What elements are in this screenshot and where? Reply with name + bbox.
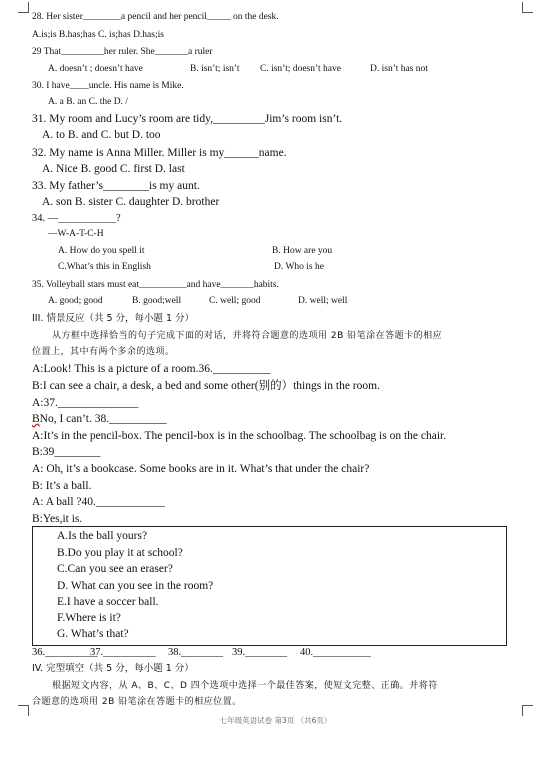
section-4-title: IV. 完型填空（共 5 分，每小题 1 分） (32, 663, 194, 674)
q34-option-c: C.What’s this in English (58, 262, 151, 272)
dialogue-line-6: B:39________ (32, 446, 101, 458)
q29-option-d: D. isn’t has not (370, 64, 428, 74)
q34-reply: —W-A-T-C-H (48, 229, 104, 239)
q34-stem: 34. —___________? (32, 213, 121, 224)
answer-blank-38: 38.________ (168, 647, 224, 658)
q34-option-d: D. Who is he (274, 262, 324, 272)
answer-blank-37: 37.__________ (90, 647, 156, 658)
q34-option-b: B. How are you (272, 246, 333, 256)
q29-option-b: B. isn’t; isn’t (190, 64, 240, 74)
q29-option-c: C. isn’t; doesn’t have (260, 64, 341, 74)
box-option-e: E.I have a soccer ball. (57, 596, 159, 608)
q33-stem: 33. My father’s________is my aunt. (32, 180, 200, 192)
q30-stem: 30. I have____uncle. His name is Mike. (32, 81, 184, 91)
q32-stem: 32. My name is Anna Miller. Miller is my______name. (32, 147, 287, 159)
q35-option-b: B. good;well (132, 296, 182, 306)
crop-mark-top-right (522, 2, 533, 13)
answer-blank-36: 36.__________ (32, 647, 98, 658)
dialogue-line-2: B:I can see a chair, a desk, a bed and some other(别的）things in the room. (32, 380, 380, 392)
section-4-instruction-line-1: 根据短文内容，从 A、B、C、D 四个选项中选择一个最佳答案，使短文完整、正确。并将符 (52, 681, 438, 691)
crop-mark-top-left (18, 2, 29, 13)
box-option-g: G. What’s that? (57, 628, 129, 640)
q31-options: A. to B. and C. but D. too (42, 129, 161, 141)
box-option-d: D. What can you see in the room? (57, 580, 214, 592)
dialogue-line-9: A: A ball ?40.____________ (32, 496, 165, 508)
box-option-b: B.Do you play it at school? (57, 547, 183, 559)
section-3-title: III. 情景反应（共 5 分，每小题 1 分） (32, 313, 195, 324)
q35-stem: 35. Volleyball stars must eat__________and have_______habits. (32, 280, 279, 290)
sentence-options-box (32, 526, 507, 646)
dialogue-line-3: A:37.______________ (32, 397, 139, 409)
box-option-f: F.Where is it? (57, 612, 121, 624)
q28-stem: 28. Her sister________a pencil and her pencil_____ on the desk. (32, 12, 279, 22)
dialogue-line-8: B: It’s a ball. (32, 480, 92, 492)
answer-blanks-row (32, 647, 371, 659)
q28-options: A.is;is B.has;has C. is;has D.has;is (32, 30, 164, 40)
q30-options: A. a B. an C. the D. / (48, 97, 128, 107)
page-footer: 七年级英语试卷 第3页 （共6页） (219, 716, 332, 725)
q34-option-a: A. How do you spell it (58, 246, 145, 256)
q29-option-a: A. doesn’t ; doesn’t have (48, 64, 143, 74)
section-4-instruction-line-2: 合题意的选项用 2B 铅笔涂在答题卡的相应位置。 (32, 697, 242, 707)
q32-options: A. Nice B. good C. first D. last (42, 163, 185, 175)
q35-option-a: A. good; good (48, 296, 103, 306)
dialogue-line-4-speaker: B (32, 413, 40, 425)
answer-blank-39: 39.________ (232, 647, 288, 658)
q35-options (48, 296, 348, 307)
answer-blank-40: 40.___________ (300, 647, 371, 658)
q33-options: A. son B. sister C. daughter D. brother (42, 196, 220, 208)
q35-option-d: D. well; well (298, 296, 348, 306)
dialogue-line-4-text: No, I can’t. 38.__________ (39, 413, 167, 425)
q35-option-c: C. well; good (209, 296, 261, 306)
box-option-a: A.Is the ball yours? (57, 530, 148, 542)
dialogue-line-4 (32, 414, 167, 426)
box-option-c: C.Can you see an eraser? (57, 563, 173, 575)
q31-stem: 31. My room and Lucy’s room are tidy,_________Jim’s room isn’t. (32, 113, 343, 125)
dialogue-line-7: A: Oh, it’s a bookcase. Some books are in it. What’s that under the chair? (32, 463, 370, 475)
dialogue-line-10: B:Yes,it is. (32, 513, 83, 525)
section-3-instruction-line-1: 从方框中选择恰当的句子完成下面的对话，并将符合题意的选项用 2B 铅笔涂在答题卡的相应 (52, 331, 443, 341)
dialogue-line-5: A:It’s in the pencil-box. The pencil-box is in the schoolbag. The schoolbag is on the chair. (32, 430, 447, 442)
section-3-instruction-line-2: 位置上，其中有两个多余的选项。 (32, 347, 175, 357)
dialogue-line-1: A:Look! This is a picture of a room.36.__________ (32, 363, 271, 375)
q29-options (48, 64, 428, 75)
q29-stem: 29 That_________her ruler. She_______a ruler (32, 47, 213, 57)
